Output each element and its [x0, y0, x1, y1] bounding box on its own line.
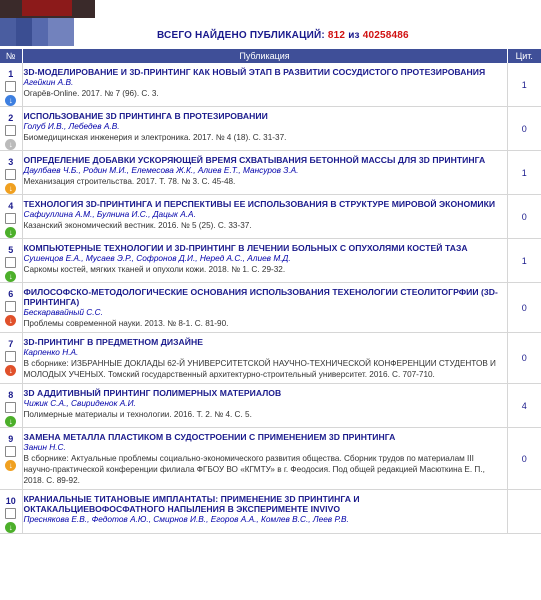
results-found: 812	[327, 30, 346, 41]
row-number: 9	[8, 434, 14, 444]
publication-cell	[22, 151, 507, 195]
logo-block	[16, 18, 32, 46]
select-checkbox[interactable]	[5, 508, 16, 519]
publication-authors: Занин Н.С.	[23, 442, 66, 452]
row-number: 3	[8, 157, 14, 167]
citation-count[interactable]: 0	[507, 107, 541, 151]
publication-title-link[interactable]: ТЕХНОЛОГИЯ 3D-ПРИНТИНГА И ПЕРСПЕКТИВЫ ЕЕ ИСПОЛЬЗОВАНИЯ В СТРУКТУРЕ МИРОВОЙ ЭКОНОМИКИ	[23, 199, 496, 209]
publication-source: Полимерные материалы и технологии. 2016. Т. 2. № 4. С. 5.	[23, 410, 252, 419]
select-checkbox[interactable]	[5, 301, 16, 312]
row-controls	[0, 490, 22, 534]
publication-authors: Чижик С.А., Свириденок А.И.	[23, 398, 136, 408]
site-header	[0, 0, 541, 46]
column-header-num: №	[0, 49, 22, 63]
table-row	[0, 107, 541, 151]
download-icon[interactable]: ↓	[5, 183, 16, 194]
row-number: 1	[8, 69, 14, 79]
publication-cell	[22, 428, 507, 490]
citation-count[interactable]	[507, 490, 541, 534]
download-icon[interactable]: ↓	[5, 315, 16, 326]
download-icon[interactable]: ↓	[5, 139, 16, 150]
row-number: 4	[8, 201, 14, 211]
publication-title-link[interactable]: ФИЛОСОФСКО-МЕТОДОЛОГИЧЕСКИЕ ОСНОВАНИЯ ИСПОЛЬЗОВАНИЯ ТЕХЕНОЛОГИИ СТЕОЛИТОГРФИИ (3D-ПРИНТИНГА)	[23, 287, 498, 307]
citation-count[interactable]: 0	[507, 195, 541, 239]
table-row	[0, 428, 541, 490]
citation-count[interactable]: 0	[507, 283, 541, 333]
publication-cell	[22, 333, 507, 384]
publication-cell	[22, 239, 507, 283]
publication-authors: Карпенко Н.А.	[23, 347, 79, 357]
row-controls	[0, 239, 22, 283]
row-controls	[0, 195, 22, 239]
publication-cell	[22, 384, 507, 428]
publication-cell	[22, 283, 507, 333]
column-header-publication: Публикация	[22, 49, 507, 63]
download-icon[interactable]: ↓	[5, 95, 16, 106]
publication-authors: Сушенцов Е.А., Мусаев Э.Р., Софронов Д.И., Неред А.С., Алиев М.Д.	[23, 253, 291, 263]
table-row	[0, 63, 541, 107]
publication-cell	[22, 490, 507, 534]
publication-source: Биомедицинская инженерия и электроника. 2017. № 4 (18). С. 31-37.	[23, 133, 287, 142]
download-icon[interactable]: ↓	[5, 365, 16, 376]
row-number: 7	[8, 339, 14, 349]
logo-block	[48, 18, 74, 46]
publication-cell	[22, 195, 507, 239]
logo-block	[0, 18, 16, 46]
publication-title-link[interactable]: 3D АДДИТИВНЫЙ ПРИНТИНГ ПОЛИМЕРНЫХ МАТЕРИАЛОВ	[23, 388, 282, 398]
select-checkbox[interactable]	[5, 351, 16, 362]
publication-title-link[interactable]: 3D-МОДЕЛИРОВАНИЕ И 3D-ПРИНТИНГ КАК НОВЫЙ ЭТАП В РАЗВИТИИ СОСУДИСТОГО ПРОТЕЗИРОВАНИЯ	[23, 67, 486, 77]
select-checkbox[interactable]	[5, 446, 16, 457]
publication-title-link[interactable]: ИСПОЛЬЗОВАНИЕ 3D ПРИНТИНГА В ПРОТЕЗИРОВАНИИ	[23, 111, 268, 121]
publication-title-link[interactable]: 3D-ПРИНТИНГ В ПРЕДМЕТНОМ ДИЗАЙНЕ	[23, 337, 204, 347]
row-number: 2	[8, 113, 14, 123]
row-controls	[0, 107, 22, 151]
select-checkbox[interactable]	[5, 402, 16, 413]
results-count	[157, 30, 409, 41]
row-controls	[0, 283, 22, 333]
download-icon[interactable]: ↓	[5, 416, 16, 427]
publication-title-link[interactable]: КОМПЬЮТЕРНЫЕ ТЕХНОЛОГИИ И 3D-ПРИНТИНГ В ЛЕЧЕНИИ БОЛЬНЫХ С ОПУХОЛЯМИ КОСТЕЙ ТАЗА	[23, 243, 468, 253]
publication-source: Огарёв-Online. 2017. № 7 (96). С. 3.	[23, 89, 159, 98]
citation-count[interactable]: 0	[507, 428, 541, 490]
publication-title-link[interactable]: КРАНИАЛЬНЫЕ ТИТАНОВЫЕ ИМПЛАНТАТЫ: ПРИМЕНЕНИЕ 3D ПРИНТИНГА И ОКТАКАЛЬЦИЕВОФОСФАТНОГО НАПЫЛЕНИЯ В ЭКСПЕРИМЕНТЕ INVIVO	[23, 494, 360, 514]
table-row	[0, 384, 541, 428]
row-number: 10	[5, 496, 16, 506]
publication-source: В сборнике: ИЗБРАННЫЕ ДОКЛАДЫ 62-Й УНИВЕРСИТЕТСКОЙ НАУЧНО-ТЕХНИЧЕСКОЙ КОНФЕРЕНЦИИ СТУДЕНТОВ И МОЛОДЫХ УЧЕНЫХ. Томский государственный архитектурно-строительный университет. 2016. С. 707-710.	[23, 359, 496, 379]
row-controls	[0, 384, 22, 428]
download-icon[interactable]: ↓	[5, 271, 16, 282]
table-row	[0, 283, 541, 333]
table-row	[0, 239, 541, 283]
results-total: 40258486	[362, 30, 409, 41]
publication-title-link[interactable]: ЗАМЕНА МЕТАЛЛА ПЛАСТИКОМ В СУДОСТРОЕНИИ С ПРИМЕНЕНИЕМ 3D ПРИНТИНГА	[23, 432, 396, 442]
publication-source: Механизация строительства. 2017. Т. 78. № 3. С. 45-48.	[23, 177, 236, 186]
citation-count[interactable]: 1	[507, 239, 541, 283]
publications-table	[0, 49, 541, 534]
publication-source: Саркомы костей, мягких тканей и опухоли кожи. 2018. № 1. С. 29-32.	[23, 265, 286, 274]
publication-authors: Бескаравайный С.С.	[23, 307, 103, 317]
publication-authors: Сафиуллина А.М., Булнина И.С., Дацык А.А.	[23, 209, 196, 219]
table-row	[0, 333, 541, 384]
select-checkbox[interactable]	[5, 81, 16, 92]
column-header-citations[interactable]: Цит.	[507, 49, 541, 63]
publication-authors: Преснякова Е.В., Федотов А.Ю., Смирнов И.В., Егоров А.А., Комлев В.С., Леев Р.В.	[23, 514, 349, 524]
publication-cell	[22, 107, 507, 151]
logo-banner-accent	[22, 0, 72, 16]
download-icon[interactable]: ↓	[5, 522, 16, 533]
row-controls	[0, 428, 22, 490]
row-number: 5	[8, 245, 14, 255]
row-controls	[0, 333, 22, 384]
citation-count[interactable]: 0	[507, 333, 541, 384]
publication-cell	[22, 63, 507, 107]
citation-count[interactable]: 1	[507, 63, 541, 107]
publication-source: В сборнике: Актуальные проблемы социально-экономического развития общества. Сборник трудов по материалам III научно-практической конференции филиала ФГБОУ ВО «КГМТУ» в г. Феодосия. Под общей редакцией Масюткина Е. П., 2018. С. 89-92.	[23, 454, 485, 485]
publication-authors: Агейкин А.В.	[23, 77, 74, 87]
publication-authors: Голуб И.В., Лебедев А.В.	[23, 121, 120, 131]
table-row	[0, 151, 541, 195]
row-number: 6	[8, 289, 14, 299]
table-header-row	[0, 49, 541, 63]
select-checkbox[interactable]	[5, 169, 16, 180]
publication-source: Казанский экономический вестник. 2016. № 5 (25). С. 33-37.	[23, 221, 252, 230]
publications-list	[0, 63, 541, 534]
citation-count[interactable]: 1	[507, 151, 541, 195]
download-icon[interactable]: ↓	[5, 227, 16, 238]
results-label: ВСЕГО НАЙДЕНО ПУБЛИКАЦИЙ:	[157, 30, 325, 41]
row-controls	[0, 151, 22, 195]
publication-source: Проблемы современной науки. 2013. № 8-1. С. 81-90.	[23, 319, 229, 328]
table-row	[0, 195, 541, 239]
download-icon[interactable]: ↓	[5, 460, 16, 471]
select-checkbox[interactable]	[5, 213, 16, 224]
select-checkbox[interactable]	[5, 257, 16, 268]
publication-title-link[interactable]: ОПРЕДЕЛЕНИЕ ДОБАВКИ УСКОРЯЮЩЕЙ ВРЕМЯ СХВАТЫВАНИЯ БЕТОННОЙ МАССЫ ДЛЯ 3D ПРИНТИНГА	[23, 155, 486, 165]
select-checkbox[interactable]	[5, 125, 16, 136]
table-row	[0, 490, 541, 534]
row-controls	[0, 63, 22, 107]
citation-count[interactable]: 4	[507, 384, 541, 428]
publication-authors: Даулбаев Ч.Б., Родин М.И., Елемесова Ж.К., Алиев Е.Т., Мансуров З.А.	[23, 165, 299, 175]
logo-block	[32, 18, 48, 46]
results-of: из	[348, 30, 360, 41]
row-number: 8	[8, 390, 14, 400]
